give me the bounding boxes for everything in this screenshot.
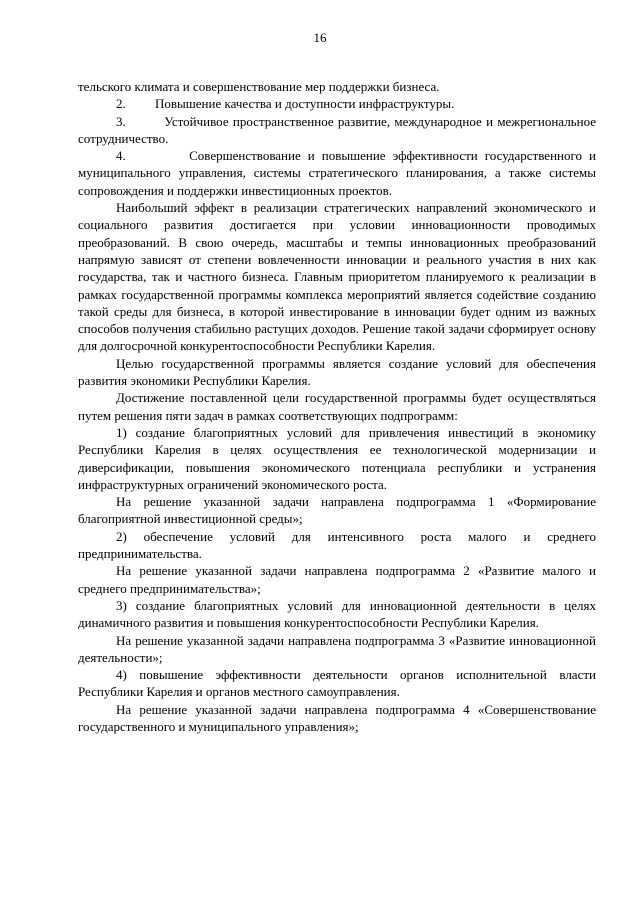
- task-item-3: 3) создание благоприятных условий для инновационной деятельности в целях динамичного развития и повышения конкурентоспособности Республики Карелия.: [78, 597, 596, 631]
- list-item-4: 4. Совершенствование и повышение эффективности государственного и муниципального управления, системы стратегического планирования, а также системы сопровождения и поддержки инвестиционных проектов.: [78, 148, 596, 198]
- task-item-4: 4) повышение эффективности деятельности органов исполнительной власти Республики Карелия и органов местного самоуправления.: [78, 667, 596, 700]
- paragraph-goal-achievement: Достижение поставленной цели государственной программы будет осуществляться путем решения пяти задач в рамках соответствующих подпрограмм:: [78, 390, 596, 423]
- paragraph-continuation: тельского климата и совершенствование мер поддержки бизнеса.: [78, 79, 440, 94]
- subprogram-note-2: На решение указанной задачи направлена подпрограмма 2 «Развитие малого и среднего предпринимательства»;: [78, 563, 596, 596]
- task-item-1: 1) создание благоприятных условий для привлечения инвестиций в экономику Республики Карелия в целях осуществления ее технологической модернизации и диверсификации, повышения экономического потенциала республики и устранения инфраструктурных ограничений экономического роста.: [78, 424, 596, 492]
- paragraph-program-goal: Целью государственной программы является создание условий для обеспечения развития экономики Республики Карелия.: [78, 355, 596, 389]
- document-body: [78, 78, 596, 735]
- subprogram-note-3: На решение указанной задачи направлена подпрограмма 3 «Развитие инновационной деятельности»;: [78, 632, 596, 665]
- paragraph-greatest-effect: Наибольший эффект в реализации стратегических направлений экономического и социального развития достигается при условии инновационности проводимых преобразований. В свою очередь, масштабы и темпы инновационных преобразований напрямую зависят от степени вовлеченности инновации и реального участия в них как государства, так и частного бизнеса. Главным приоритетом планируемого к реализации в рамках государственной программы комплекса мероприятий является содействие созданию такой среды для бизнеса, в которой инвестирование в инновации будет одним из важных способов получения стабильно растущих доходов. Решение такой задачи сформирует основу для долгосрочной конкурентоспособности Республики Карелия.: [78, 200, 596, 354]
- list-item-3: 3. Устойчивое пространственное развитие, международное и межрегиональное сотрудничество.: [78, 113, 596, 146]
- page-number: 16: [313, 30, 327, 45]
- list-item-2: 2. Повышение качества и доступности инфраструктуры.: [116, 96, 455, 112]
- task-item-2: 2) обеспечение условий для интенсивного роста малого и среднего предпринимательства.: [78, 528, 596, 562]
- subprogram-note-1: На решение указанной задачи направлена подпрограмма 1 «Формирование благоприятной инвестиционной среды»;: [78, 494, 596, 527]
- subprogram-note-4: На решение указанной задачи направлена подпрограмма 4 «Совершенствование государственного и муниципального управления»;: [78, 701, 596, 734]
